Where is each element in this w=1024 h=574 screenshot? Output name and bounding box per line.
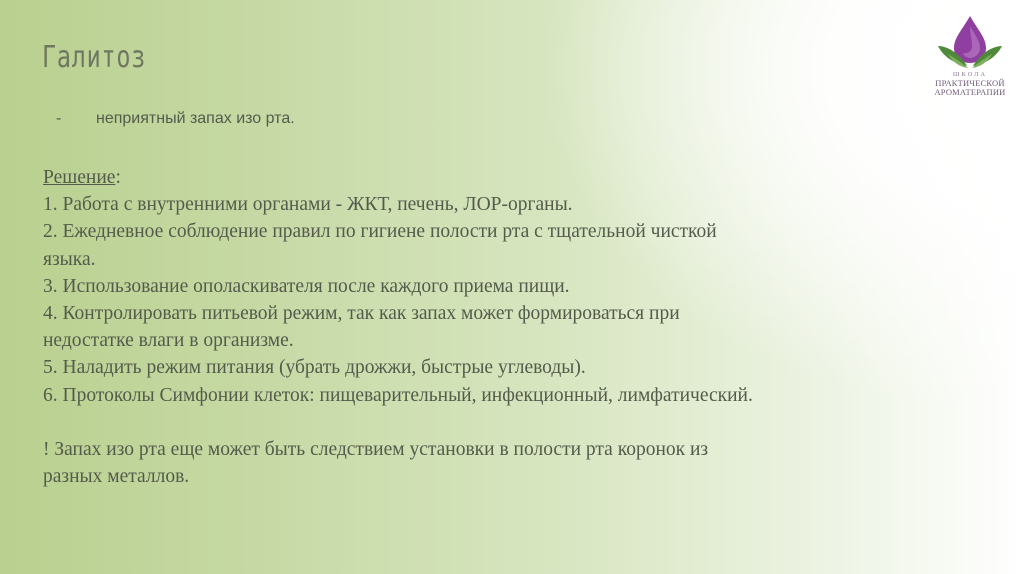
solution-line: 2. Ежедневное соблюдение правил по гигиене полости рта с тщательной чисткой — [43, 221, 717, 243]
spacer — [43, 409, 863, 436]
solution-line: 4. Контролировать питьевой режим, так как запах может формироваться при — [43, 303, 680, 325]
solution-line: 1. Работа с внутренними органами - ЖКТ, печень, ЛОР-органы. — [43, 194, 573, 216]
bullet-text: неприятный запах изо рта. — [96, 110, 295, 127]
note-line: ! Запах изо рта еще может быть следствием установки в полости рта коронок из — [43, 438, 709, 460]
slide-title: Галитоз — [42, 40, 147, 75]
slide-body — [43, 164, 863, 490]
solution-line: 6. Протоколы Симфонии клеток: пищеварительный, инфекционный, лимфатический. — [43, 384, 753, 406]
logo-line-2: ПРАКТИЧЕСКОЙ — [935, 78, 1005, 88]
logo-line-1: ШКОЛА — [952, 71, 988, 78]
solution-heading: Решение — [43, 167, 116, 188]
note-line: разных металлов. — [43, 466, 190, 488]
lotus-drop-icon — [928, 12, 1012, 70]
school-logo — [928, 12, 1012, 104]
solution-line: 3. Использование ополаскивателя после каждого приема пищи. — [43, 275, 570, 297]
logo-line-3: АРОМАТЕРАПИИ — [934, 87, 1006, 97]
bullet-dash: - — [56, 110, 62, 127]
solution-line: недостатке влаги в организме. — [43, 330, 294, 352]
solution-heading-line — [43, 164, 863, 191]
solution-line: языка. — [43, 248, 96, 270]
solution-colon: : — [115, 167, 121, 188]
solution-line: 5. Наладить режим питания (убрать дрожжи, быстрые углеводы). — [43, 357, 586, 379]
bullet-item — [56, 110, 295, 128]
